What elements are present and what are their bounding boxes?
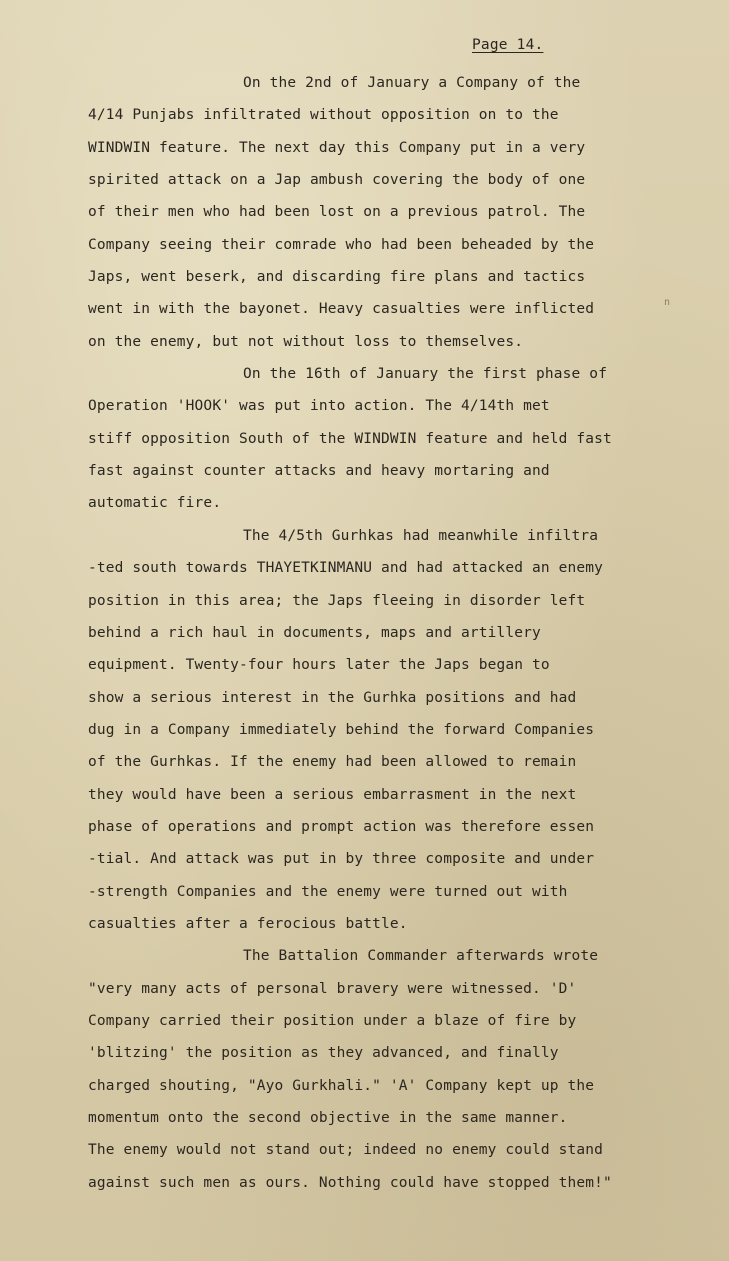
body-text [88, 67, 688, 1199]
text-line: went in with the bayonet. Heavy casualties were inflicted [88, 301, 595, 318]
text-line: The Battalion Commander afterwards wrote [243, 948, 599, 965]
text-line: against such men as ours. Nothing could have stopped them!" [88, 1174, 612, 1191]
text-line: -ted south towards THAYETKINMANU and had attacked an enemy [88, 560, 604, 577]
text-line: Company seeing their comrade who had been beheaded by the [88, 236, 595, 253]
text-line: stiff opposition South of the WINDWIN feature and held fast [88, 430, 612, 447]
text-line: Japs, went beserk, and discarding fire plans and tactics [88, 269, 586, 286]
text-line: equipment. Twenty-four hours later the Japs began to [88, 657, 550, 674]
text-line: show a serious interest in the Gurhka positions and had [88, 689, 577, 706]
text-line: WINDWIN feature. The next day this Company put in a very [88, 139, 586, 156]
text-line: of the Gurhkas. If the enemy had been allowed to remain [88, 754, 577, 771]
text-line: -tial. And attack was put in by three composite and under [88, 851, 595, 868]
text-line: momentum onto the second objective in the same manner. [88, 1110, 568, 1126]
text-line: -strength Companies and the enemy were turned out with [88, 883, 568, 900]
text-line: 'blitzing' the position as they advanced, and finally [88, 1045, 559, 1062]
text-line: they would have been a serious embarrasment in the next [88, 786, 577, 803]
text-line: fast against counter attacks and heavy mortaring and [88, 463, 550, 480]
text-line: dug in a Company immediately behind the forward Companies [88, 721, 595, 738]
page-number: Page 14. [472, 37, 544, 53]
text-line: charged shouting, "Ayo Gurkhali." 'A' Company kept up the [88, 1077, 595, 1094]
text-line: automatic fire. [88, 495, 222, 512]
text-line: On the 16th of January the first phase of [243, 366, 608, 383]
text-line: The 4/5th Gurhkas had meanwhile infiltra [243, 527, 599, 544]
text-line: "very many acts of personal bravery were witnessed. 'D' [88, 980, 577, 997]
text-line: 4/14 Punjabs infiltrated without opposition on to the [88, 107, 559, 124]
text-line: of their men who had been lost on a previous patrol. The [88, 204, 586, 221]
text-line: casualties after a ferocious battle. [88, 915, 408, 932]
text-line: behind a rich haul in documents, maps and artillery [88, 624, 541, 641]
text-line: phase of operations and prompt action was therefore essen [88, 818, 595, 835]
text-line: spirited attack on a Jap ambush covering the body of one [88, 172, 586, 189]
text-line: On the 2nd of January a Company of the [243, 75, 581, 91]
text-line: Company carried their position under a blaze of fire by [88, 1012, 577, 1029]
margin-mark: n [664, 297, 671, 308]
text-line: position in this area; the Japs fleeing in disorder left [88, 592, 586, 609]
text-line: Operation 'HOOK' was put into action. The 4/14th met [88, 398, 550, 415]
text-line: on the enemy, but not without loss to themselves. [88, 333, 524, 350]
text-line: The enemy would not stand out; indeed no enemy could stand [88, 1142, 604, 1159]
